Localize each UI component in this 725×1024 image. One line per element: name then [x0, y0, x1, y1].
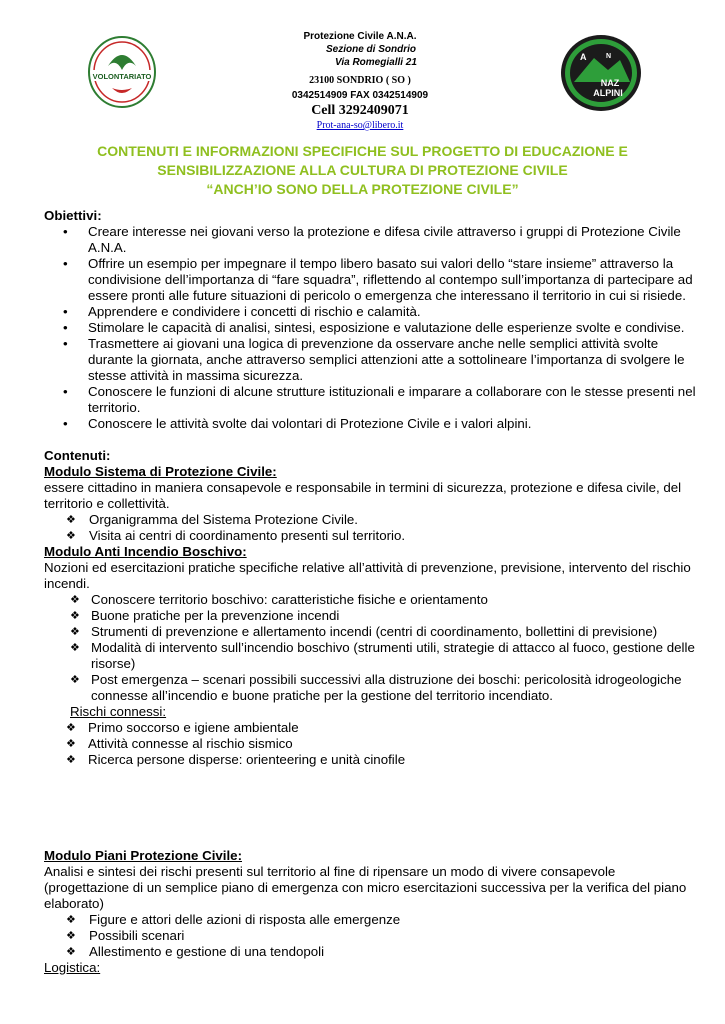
list-item: ❖ Conoscere territorio boschivo: caratteristiche fisiche e orientamento [44, 592, 699, 608]
svg-text:VOLONTARIATO: VOLONTARIATO [92, 72, 152, 81]
volontariato-logo [88, 36, 156, 108]
document-body [44, 208, 699, 976]
cell-number: Cell 3292409071 [311, 103, 409, 118]
module-aib-text: Nozioni ed esercitazioni pratiche specifiche relative all’attività di prevenzione, previsione, intervento del rischio incendi. [44, 560, 691, 591]
list-item: ❖ Allestimento e gestione di una tendopoli [44, 944, 699, 960]
svg-text:NAZ: NAZ [600, 78, 620, 88]
ana-logo [560, 34, 642, 112]
svg-text:A: A [580, 52, 587, 62]
letterhead [230, 30, 490, 133]
street-address: Via Romegialli 21 [335, 57, 417, 68]
title-line-3: “ANCH’IO SONO DELLA PROTEZIONE CIVILE” [206, 181, 519, 197]
module-aib-list [44, 592, 699, 704]
module-aib-title: Modulo Anti Incendio Boschivo: [44, 544, 247, 559]
module-sistema-title: Modulo Sistema di Protezione Civile: [44, 464, 277, 479]
svg-text:ALPINI: ALPINI [593, 88, 623, 98]
document-title [40, 142, 685, 199]
module-piani-text: Analisi e sintesi dei rischi presenti sul territorio al fine di ripensare un modo di vivere consapevole (progettazione di un semplice piano di emergenza con micro esercitazioni successiva per la verifica del piano elaborato) [44, 864, 687, 911]
module-sistema-text: essere cittadino in maniera consapevole e responsabile in termini di sicurezza, protezione e difesa civile, del territorio e collettività. [44, 480, 682, 511]
list-item: ❖ Attività connesse al rischio sismico [44, 736, 699, 752]
list-item: • Offrire un esempio per impegnare il tempo libero basato sui valori dello “stare insieme” attraverso la condivisione dell’importanza di “fare squadra”, riflettendo al contempo sull’importanza di partecipare ad essere pronti alle future situazioni di pericolo o emergenza che interessano il territorio in cui si risiede. [44, 256, 699, 304]
list-item: ❖ Strumenti di prevenzione e allertamento incendi (centri di coordinamento, bollettini di previsione) [44, 624, 699, 640]
title-line-2: SENSIBILIZZAZIONE ALLA CULTURA DI PROTEZIONE CIVILE [157, 162, 568, 178]
list-item: • Apprendere e condividere i concetti di rischio e calamità. [44, 304, 699, 320]
module-sistema-list [44, 512, 699, 544]
obiettivi-list [44, 224, 699, 432]
module-piani-title: Modulo Piani Protezione Civile: [44, 848, 242, 863]
list-item: ❖ Possibili scenari [44, 928, 699, 944]
list-item: ❖ Visita ai centri di coordinamento presenti sul territorio. [44, 528, 699, 544]
list-item: • Conoscere le funzioni di alcune strutture istituzionali e imparare a collaborare con le stesse presenti nel territorio. [44, 384, 699, 416]
list-item: ❖ Buone pratiche per la prevenzione incendi [44, 608, 699, 624]
list-item: • Conoscere le attività svolte dai volontari di Protezione Civile e i valori alpini. [44, 416, 699, 432]
email-link[interactable]: Prot-ana-so@libero.it [316, 120, 404, 131]
list-item: ❖ Organigramma del Sistema Protezione Civile. [44, 512, 699, 528]
section-name: Sezione di Sondrio [325, 44, 416, 55]
list-item: • Stimolare le capacità di analisi, sintesi, esposizione e valutazione delle esperienze svolte e condivise. [44, 320, 699, 336]
title-line-1: CONTENUTI E INFORMAZIONI SPECIFICHE SUL PROGETTO DI EDUCAZIONE E [97, 143, 628, 159]
list-item: • Creare interesse nei giovani verso la protezione e difesa civile attraverso i gruppi di Protezione Civile A.N.A. [44, 224, 699, 256]
list-item: • Trasmettere ai giovani una logica di prevenzione da osservare anche nelle semplici attività svolte durante la giornata, anche attraverso semplici attenzioni atte a sottolineare l’importanza di svolgere le stesse attività in massima sicurezza. [44, 336, 699, 384]
rischi-connessi-list [44, 720, 699, 768]
list-item: ❖ Modalità di intervento sull’incendio boschivo (strumenti utili, strategie di attacco al fuoco, gestione delle risorse) [44, 640, 699, 672]
contenuti-heading: Contenuti: [44, 448, 111, 463]
svg-text:N: N [606, 53, 612, 60]
org-name: Protezione Civile A.N.A. [303, 31, 417, 42]
city-address: 23100 SONDRIO ( SO ) [309, 75, 411, 86]
list-item: ❖ Ricerca persone disperse: orienteering e unità cinofile [44, 752, 699, 768]
list-item: ❖ Primo soccorso e igiene ambientale [44, 720, 699, 736]
list-item: ❖ Post emergenza – scenari possibili successivi alla distruzione dei boschi: pericolosità idrogeologiche connesse all’incendio e buone pratiche per la gestione del territorio incendiato. [44, 672, 699, 704]
logistica-heading: Logistica: [44, 960, 101, 975]
obiettivi-heading: Obiettivi: [44, 208, 102, 223]
module-piani-list [44, 912, 699, 960]
rischi-connessi-heading: Rischi connessi: [70, 704, 167, 719]
list-item: ❖ Figure e attori delle azioni di risposta alle emergenze [44, 912, 699, 928]
phone-fax: 0342514909 FAX 0342514909 [291, 90, 429, 101]
